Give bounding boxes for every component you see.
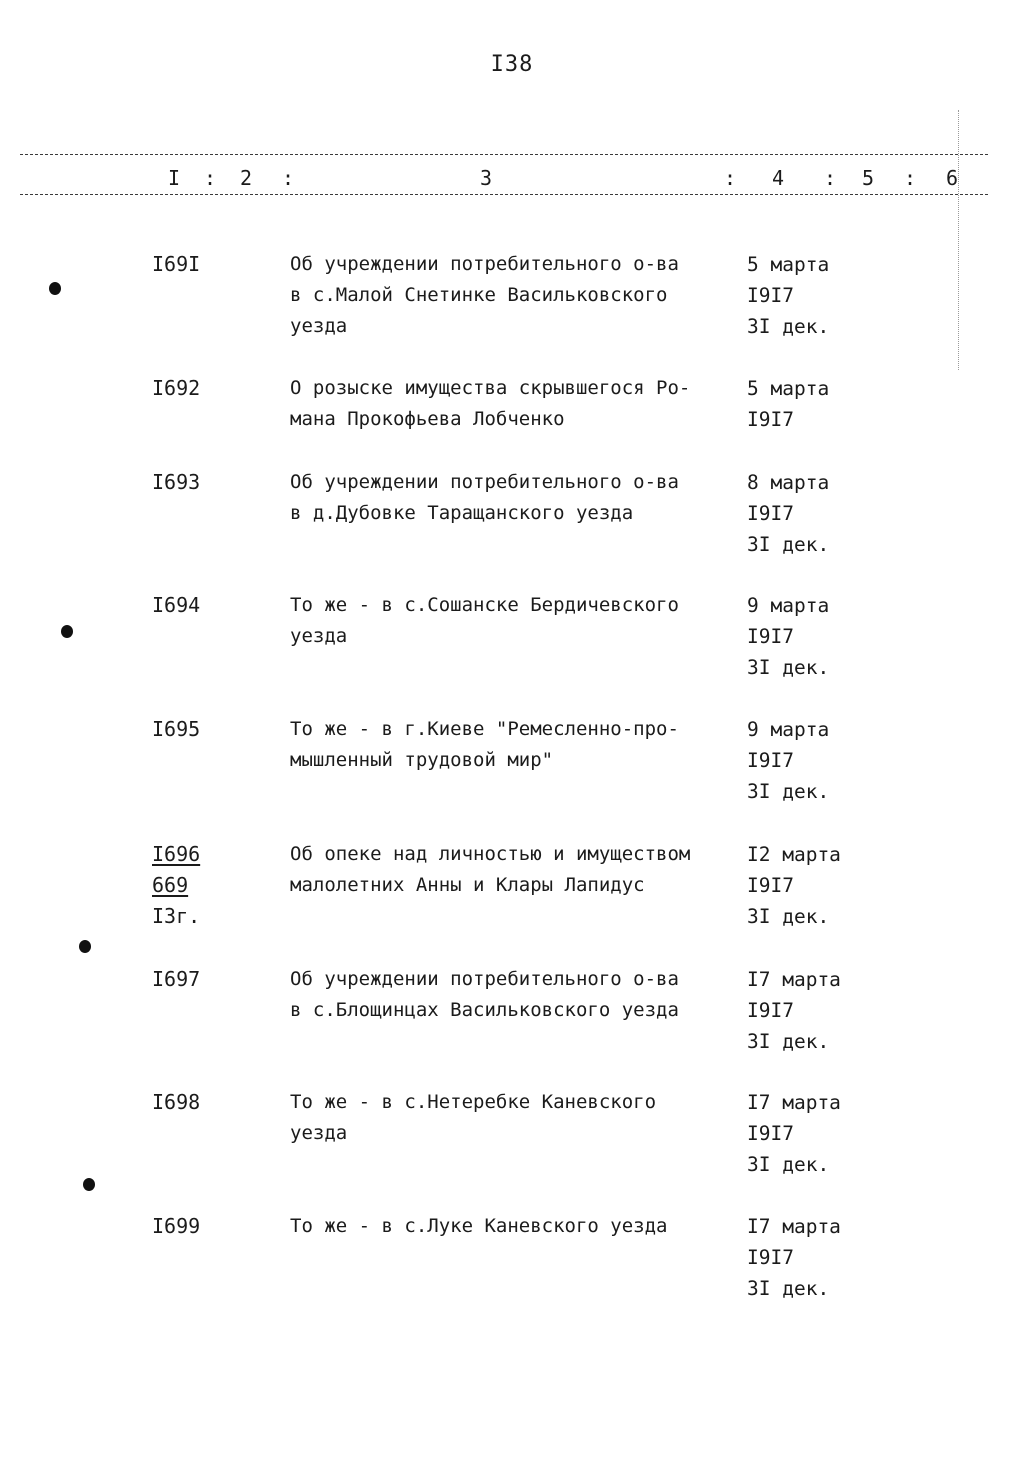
header-rule-top [20, 154, 988, 155]
column-separator: : [904, 166, 917, 190]
case-dates: 9 марта I9I7 3I дек. [747, 594, 830, 679]
case-number: I69I [152, 252, 201, 276]
case-number: I699 [152, 1214, 201, 1238]
case-dates: I7 марта I9I7 3I дек. [747, 1091, 841, 1176]
case-number: I695 [152, 717, 201, 741]
page-number: I38 [490, 52, 534, 77]
case-number: I693 [152, 470, 201, 494]
column-header-1: I [168, 166, 181, 190]
case-title: То же - в с.Нетеребке Каневского уезда [290, 1091, 657, 1144]
case-title: Об учреждении потребительного о-ва в д.Дубовке Таращанского уезда [290, 471, 679, 524]
column-separator: : [724, 166, 737, 190]
column-header-2: 2 [240, 166, 253, 190]
case-number: I696 669 I3г. [152, 842, 201, 928]
case-title: Об опеке над личностью и имуществом малолетних Анны и Клары Лапидус [290, 843, 691, 896]
case-title: То же - в г.Киеве "Ремесленно-про- мышленный трудовой мир" [290, 718, 679, 771]
case-number: I698 [152, 1090, 201, 1114]
case-dates: I2 марта I9I7 3I дек. [747, 843, 841, 928]
case-dates: 5 марта I9I7 [747, 377, 830, 431]
column-header-3: 3 [480, 166, 493, 190]
case-dates: 5 марта I9I7 3I дек. [747, 253, 830, 338]
case-title: Об учреждении потребительного о-ва в с.Малой Снетинке Васильковского уезда [290, 253, 679, 337]
case-title: То же - в с.Сошанске Бердичевского уезда [290, 594, 679, 647]
case-dates: 8 марта I9I7 3I дек. [747, 471, 830, 556]
column-separator: : [824, 166, 837, 190]
header-rule-bottom [20, 194, 988, 195]
column-separator: : [282, 166, 295, 190]
margin-pencil-marks [958, 110, 1019, 370]
case-title: Об учреждении потребительного о-ва в с.Блощинцах Васильковского уезда [290, 968, 679, 1021]
case-dates: I7 марта I9I7 3I дек. [747, 1215, 841, 1300]
punch-hole-mark [79, 940, 91, 953]
punch-hole-mark [61, 625, 73, 638]
case-title: О розыске имущества скрывшегося Ро- мана Прокофьева Лобченко [290, 377, 691, 430]
column-header-5: 5 [862, 166, 875, 190]
case-dates: I7 марта I9I7 3I дек. [747, 968, 841, 1053]
punch-hole-mark [49, 282, 61, 295]
punch-hole-mark [83, 1178, 95, 1191]
case-number: I692 [152, 376, 201, 400]
case-title: То же - в с.Луке Каневского уезда [290, 1215, 668, 1237]
case-dates: 9 марта I9I7 3I дек. [747, 718, 830, 803]
column-header-4: 4 [772, 166, 785, 190]
case-number: I697 [152, 967, 201, 991]
column-separator: : [204, 166, 217, 190]
column-header-6: 6 [946, 166, 959, 190]
case-number: I694 [152, 593, 201, 617]
